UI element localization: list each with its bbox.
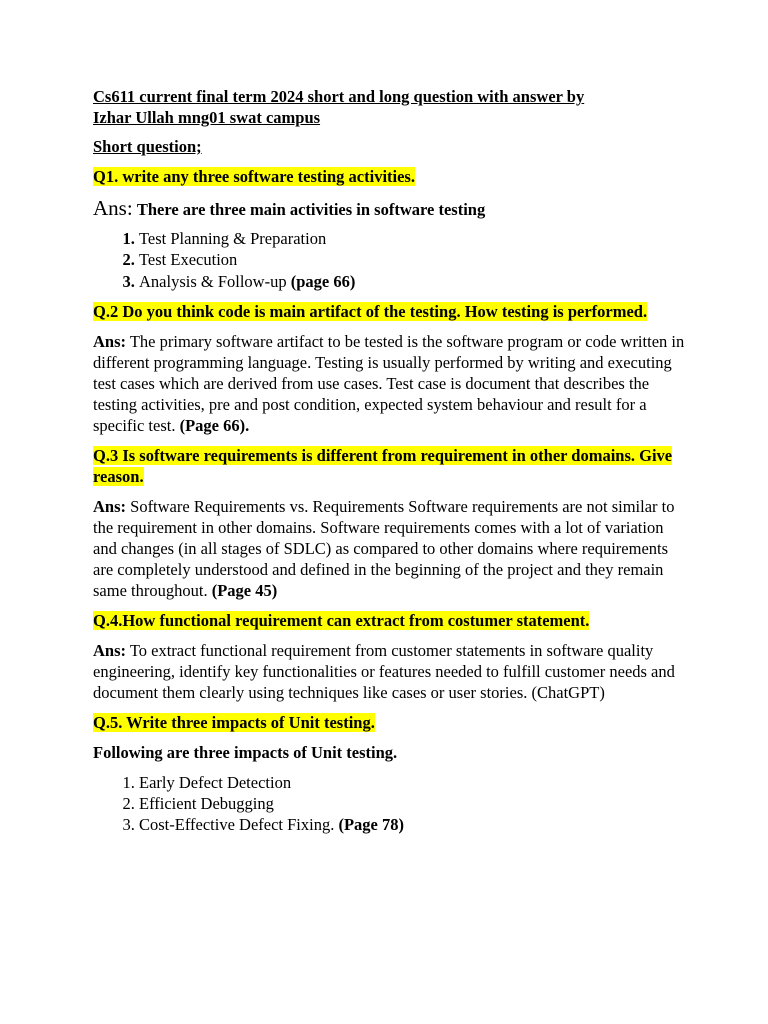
- answer-2: [93, 331, 688, 436]
- question-5: [93, 712, 688, 733]
- question-2: [93, 301, 688, 322]
- answer-label: Ans:: [93, 496, 127, 516]
- question-4: [93, 610, 688, 631]
- answer-1-list: [93, 228, 688, 292]
- page-reference: (Page 45): [211, 580, 278, 600]
- title-line-1: Cs611 current final term 2024 short and long question with answer by: [93, 87, 585, 106]
- section-heading: Short question;: [93, 137, 202, 156]
- answer-2-text: The primary software artifact to be tested is the software program or code written in different programming language. Testing is usually performed by writing and executing test cases which are derived from use cases. Test case is document that describes the testing activities, pre and post condition, expected system behaviour and result for a specific test.: [93, 331, 685, 435]
- answer-5-intro: Following are three impacts of Unit testing.: [93, 742, 398, 762]
- title-line-2: Izhar Ullah mng01 swat campus: [93, 108, 321, 127]
- answer-label: Ans:: [93, 640, 127, 660]
- page-reference: (page 66): [290, 271, 356, 291]
- list-item: 3. Analysis & Follow-up (page 66): [139, 271, 688, 292]
- question-2-text: Q.2 Do you think code is main artifact of the testing. How testing is performed.: [93, 301, 648, 321]
- question-4-text: Q.4.How functional requirement can extract from costumer statement.: [93, 610, 590, 630]
- question-1-text: Q1. write any three software testing activities.: [93, 167, 415, 186]
- page-reference: (Page 66).: [179, 415, 250, 435]
- question-3: [93, 445, 688, 487]
- answer-4-text: To extract functional requirement from customer statements in software quality engineering, identify key functionalities or features needed to fulfill customer needs and document them clearly using techniques like cases or user stories. (ChatGPT): [93, 640, 675, 702]
- list-item: 1. Test Planning & Preparation: [139, 228, 688, 249]
- answer-3-text: Software Requirements vs. Requirements Software requirements are not similar to the requirement in other domains. Software requirements comes with a lot of variation and changes (in all stages of SDLC) as compared to other domains where requirements are completely understood and defined in the beginning of the project and they remain same throughout.: [93, 496, 675, 600]
- answer-label: Ans:: [93, 331, 127, 351]
- answer-5-list: [93, 772, 688, 836]
- list-item: 2. Efficient Debugging: [139, 793, 688, 814]
- answer-1-intro: [93, 196, 688, 222]
- list-item: 2. Test Execution: [139, 249, 688, 270]
- answer-4: [93, 640, 688, 703]
- answer-1-text: There are three main activities in software testing: [136, 200, 486, 219]
- page-reference: (Page 78): [338, 815, 405, 835]
- answer-3: [93, 496, 688, 601]
- list-item: 1. Early Defect Detection: [139, 772, 688, 793]
- answer-label: Ans:: [93, 196, 133, 220]
- list-item: 3. Cost-Effective Defect Fixing. (Page 78): [139, 814, 688, 835]
- document-title: [93, 86, 688, 128]
- question-1: [93, 166, 688, 187]
- question-3-text: Q.3 Is software requirements is different from requirement in other domains. Give reason.: [93, 445, 673, 486]
- question-5-text: Q.5. Write three impacts of Unit testing.: [93, 712, 375, 732]
